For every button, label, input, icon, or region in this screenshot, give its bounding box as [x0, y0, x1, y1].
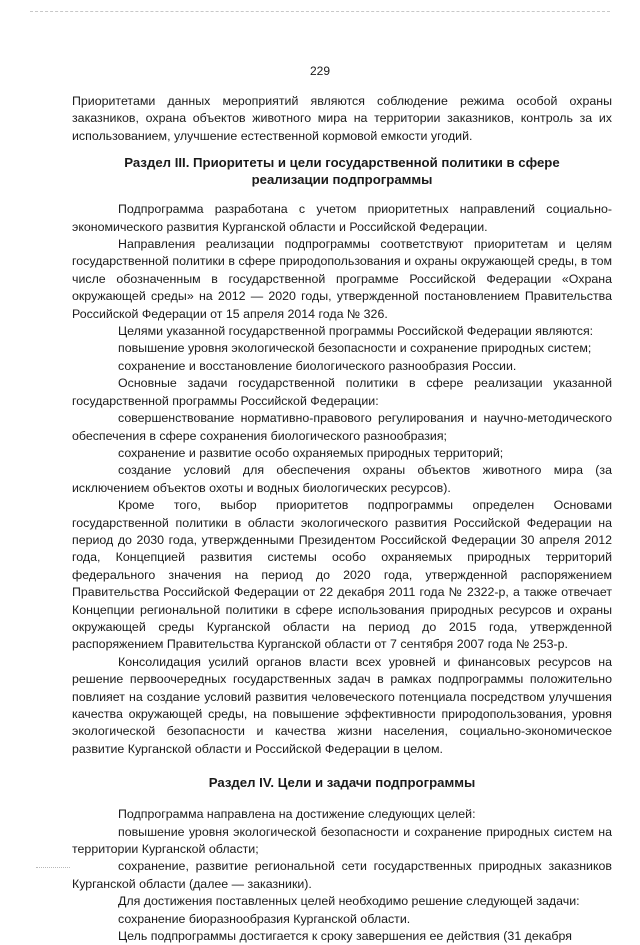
paragraph: Целями указанной государственной программы Российской Федерации являются: [118, 324, 594, 339]
list-item: повышение уровня экологической безопасности и сохранение природных систем на территории Курганской области; [72, 824, 612, 857]
list-item: создание условий для обеспечения охраны объектов животного мира (за исключением объектов охоты и водных биологических ресурсов). [72, 463, 612, 495]
paragraph: Для достижения поставленных целей необходимо решение следующей задачи: [118, 894, 580, 909]
paragraph: Основные задачи государственной политики в сфере реализации указанной государственной программы Российской Федерации: [72, 376, 612, 408]
section-4-heading: Раздел IV. Цели и задачи подпрограммы [208, 775, 476, 791]
paragraph: Цель подпрограммы достигается к сроку завершения ее действия (31 декабря [118, 929, 572, 944]
scan-edge-bottom [36, 867, 70, 868]
paragraph: Направления реализации подпрограммы соответствуют приоритетам и целям государственной политики в сфере природопользования и охраны окружающей среды, в том числе обозначенным в государственной программе Российской Федерации «Охрана окружающей среды» на 2012 — 2020 годы, утвержденной постановлением Правительства Российской Федерации от 15 апреля 2014 года № 326. [72, 237, 612, 321]
intro-paragraph: Приоритетами данных мероприятий являются соблюдение режима особой охраны заказников, охрана объектов животного мира на территории заказников, контроль за их использованием, улучшение естественной кормовой емкости угодий. [72, 94, 612, 143]
list-item: совершенствование нормативно-правового регулирования и научно-методического обеспечения в сфере сохранения биологического разнообразия; [72, 411, 612, 443]
list-item: сохранение биоразнообразия Курганской области. [118, 911, 411, 926]
paragraph: Подпрограмма направлена на достижение следующих целей: [118, 807, 476, 822]
paragraph: Кроме того, выбор приоритетов подпрограммы определен Основами государственной политики в области экологического развития Российской Федерации на период до 2030 года, утвержденными Президентом Российской Федерации 30 апреля 2012 года, Концепцией развития системы особо охраняемых природных территорий федерального значения на период до 2020 года, утвержденной распоряжением Правительства Российской Федерации от 22 декабря 2011 года № 2322-р, а также отвечает Концепции региональной политики в сфере использования природных ресурсов и охраны окружающей среды Курганской области на период до 2015 года, утвержденной распоряжением Правительства Курганской области от 7 сентября 2007 года № 253-р. [72, 498, 612, 652]
paragraph: Подпрограмма разработана с учетом приоритетных направлений социально-экономического развития Курганской области и Российской Федерации. [72, 202, 612, 234]
list-item: повышение уровня экологической безопасности и сохранение природных систем; [118, 341, 592, 356]
document-body [72, 93, 612, 945]
list-item: сохранение и восстановление биологического разнообразия России. [118, 358, 517, 373]
scan-edge-top [30, 11, 610, 12]
list-item: сохранение, развитие региональной сети государственных природных заказников Курганской области (далее — заказники). [72, 859, 612, 891]
section-3-heading: Раздел III. Приоритеты и цели государственной политики в сфере реализации подпрограммы [124, 155, 560, 188]
page-number: 229 [309, 64, 331, 78]
list-item: сохранение и развитие особо охраняемых природных территорий; [118, 445, 504, 460]
paragraph: Консолидация усилий органов власти всех уровней и финансовых ресурсов на решение первоочередных государственных задач в рамках подпрограммы положительно повлияет на создание условий развития человеческого потенциала посредством улучшения качества окружающей среды, на повышение эффективности природопользования, уровня экологической безопасности и качества жизни населения, социально-экономическое развитие Курганской области и Российской Федерации в целом. [72, 654, 612, 756]
